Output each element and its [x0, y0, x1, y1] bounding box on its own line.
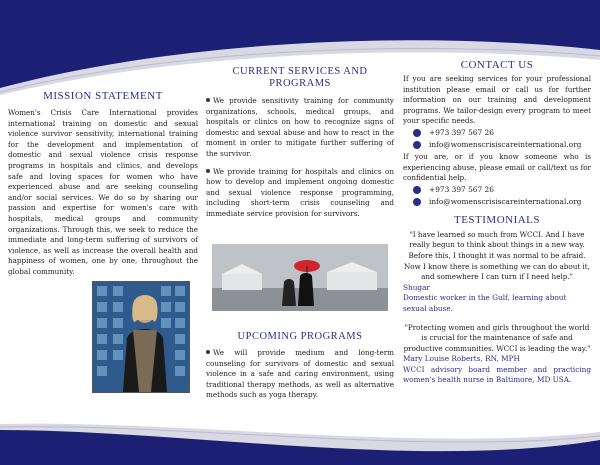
services-item-2 [206, 167, 394, 220]
portrait-illustration [93, 282, 189, 392]
services-heading-line1: CURRENT SERVICES AND [232, 66, 368, 77]
services-heading [206, 66, 394, 90]
mission-section [8, 90, 198, 278]
contact-intro: If you are seeking services for your professional institution please email or call us for further information on our training and development programs. We tailor-design every program to meet your specific needs. [403, 74, 591, 126]
contact-email-row-2[interactable] [413, 196, 591, 208]
services-item-1 [206, 96, 394, 160]
photo-woman-portrait [92, 281, 190, 393]
contact-email-row-1[interactable] [413, 139, 591, 151]
photo-street-umbrella [212, 244, 388, 311]
testimonials-heading: TESTIMONIALS [453, 213, 541, 226]
street-illustration [212, 244, 388, 311]
services-item-2-text: We provide training for hospitals and clinics on how to develop and implement ongoing domestic and sexual violence response programming, including short-term crisis counseling and immediate service provision for survivors. [206, 166, 394, 218]
contact-section [403, 59, 591, 386]
services-heading-line2: PROGRAMS [269, 78, 331, 89]
contact-heading: CONTACT US [460, 59, 534, 71]
upcoming-item-1 [206, 348, 394, 401]
email-icon [413, 141, 421, 149]
email-icon [413, 198, 421, 206]
bullet-icon [206, 350, 210, 354]
testimonial-quote-2: "Protecting women and girls throughout the world is crucial for the maintenance of safe and productive communities. WCCI is leading the way." [403, 322, 591, 353]
phone-icon [413, 186, 421, 194]
contact-intro-2: If you are, or if you know someone who is experiencing abuse, please email or call/text us for confidential help. [403, 151, 591, 183]
testimonial-quote-1: "I have learned so much from WCCI. And I have really begun to think about things in a new way. Before this, I thought it was normal to be afraid. Now I know there is something we can do about it, and somewhere I can turn if I need help." [404, 229, 590, 282]
testimonial-author-1: Shugar [403, 282, 430, 292]
bullet-icon [206, 98, 210, 102]
contact-phone-row-2[interactable] [413, 184, 591, 196]
contact-email-2[interactable]: info@womenscrisiscareinternational.org [429, 197, 582, 207]
testimonial-role-1: Domestic worker in the Gulf, learning about sexual abuse. [403, 293, 567, 313]
contact-phone-row-1[interactable] [413, 127, 591, 139]
upcoming-heading: UPCOMING PROGRAMS [237, 331, 363, 342]
services-section [206, 66, 394, 220]
testimonial-author-2: Mary Louise Roberts, RN, MPH [403, 354, 520, 364]
contact-email-1[interactable]: info@womenscrisiscareinternational.org [429, 140, 582, 150]
mission-body: Women's Crisis Care International provides international training on domestic and sexual violence survivor sensitivity, international training for the development and implementation of domestic and sexual violence crisis response programs in hospitals and clinics, and develops safe and loving spaces for women who have experienced abuse and are seeking counseling and/or social services. We do so by sharing our passion and expertise for women's care with hospitals, medical groups and community organizations. Through this, we seek to reduce the immediate and long-term suffering of survivors of violence, as well as increase the overall health and happiness of women, one by one, throughout the global community. [8, 108, 198, 276]
upcoming-item-1-text: We will provide medium and long-term counseling for survivors of domestic and sexual violence in a safe and caring environment, using traditional therapy methods, as well as alternative methods such as yoga therapy. [206, 348, 394, 400]
upcoming-section [206, 331, 394, 401]
mission-heading: MISSION STATEMENT [43, 90, 163, 102]
phone-icon [413, 129, 421, 137]
contact-phone-2[interactable]: +973 397 567 26 [429, 185, 494, 195]
bullet-icon [206, 169, 210, 173]
services-item-1-text: We provide sensitivity training for community organizations, schools, medical groups, and hospitals or clinics on how to recognize signs of domestic and sexual abuse and how to react in the moment in order to mitigate further suffering of the survivor. [206, 96, 394, 158]
contact-phone-1[interactable]: +973 397 567 26 [429, 128, 494, 138]
testimonial-role-2: WCCI advisory board member and practicing women's health nurse in Baltimore, MD USA. [403, 364, 591, 385]
